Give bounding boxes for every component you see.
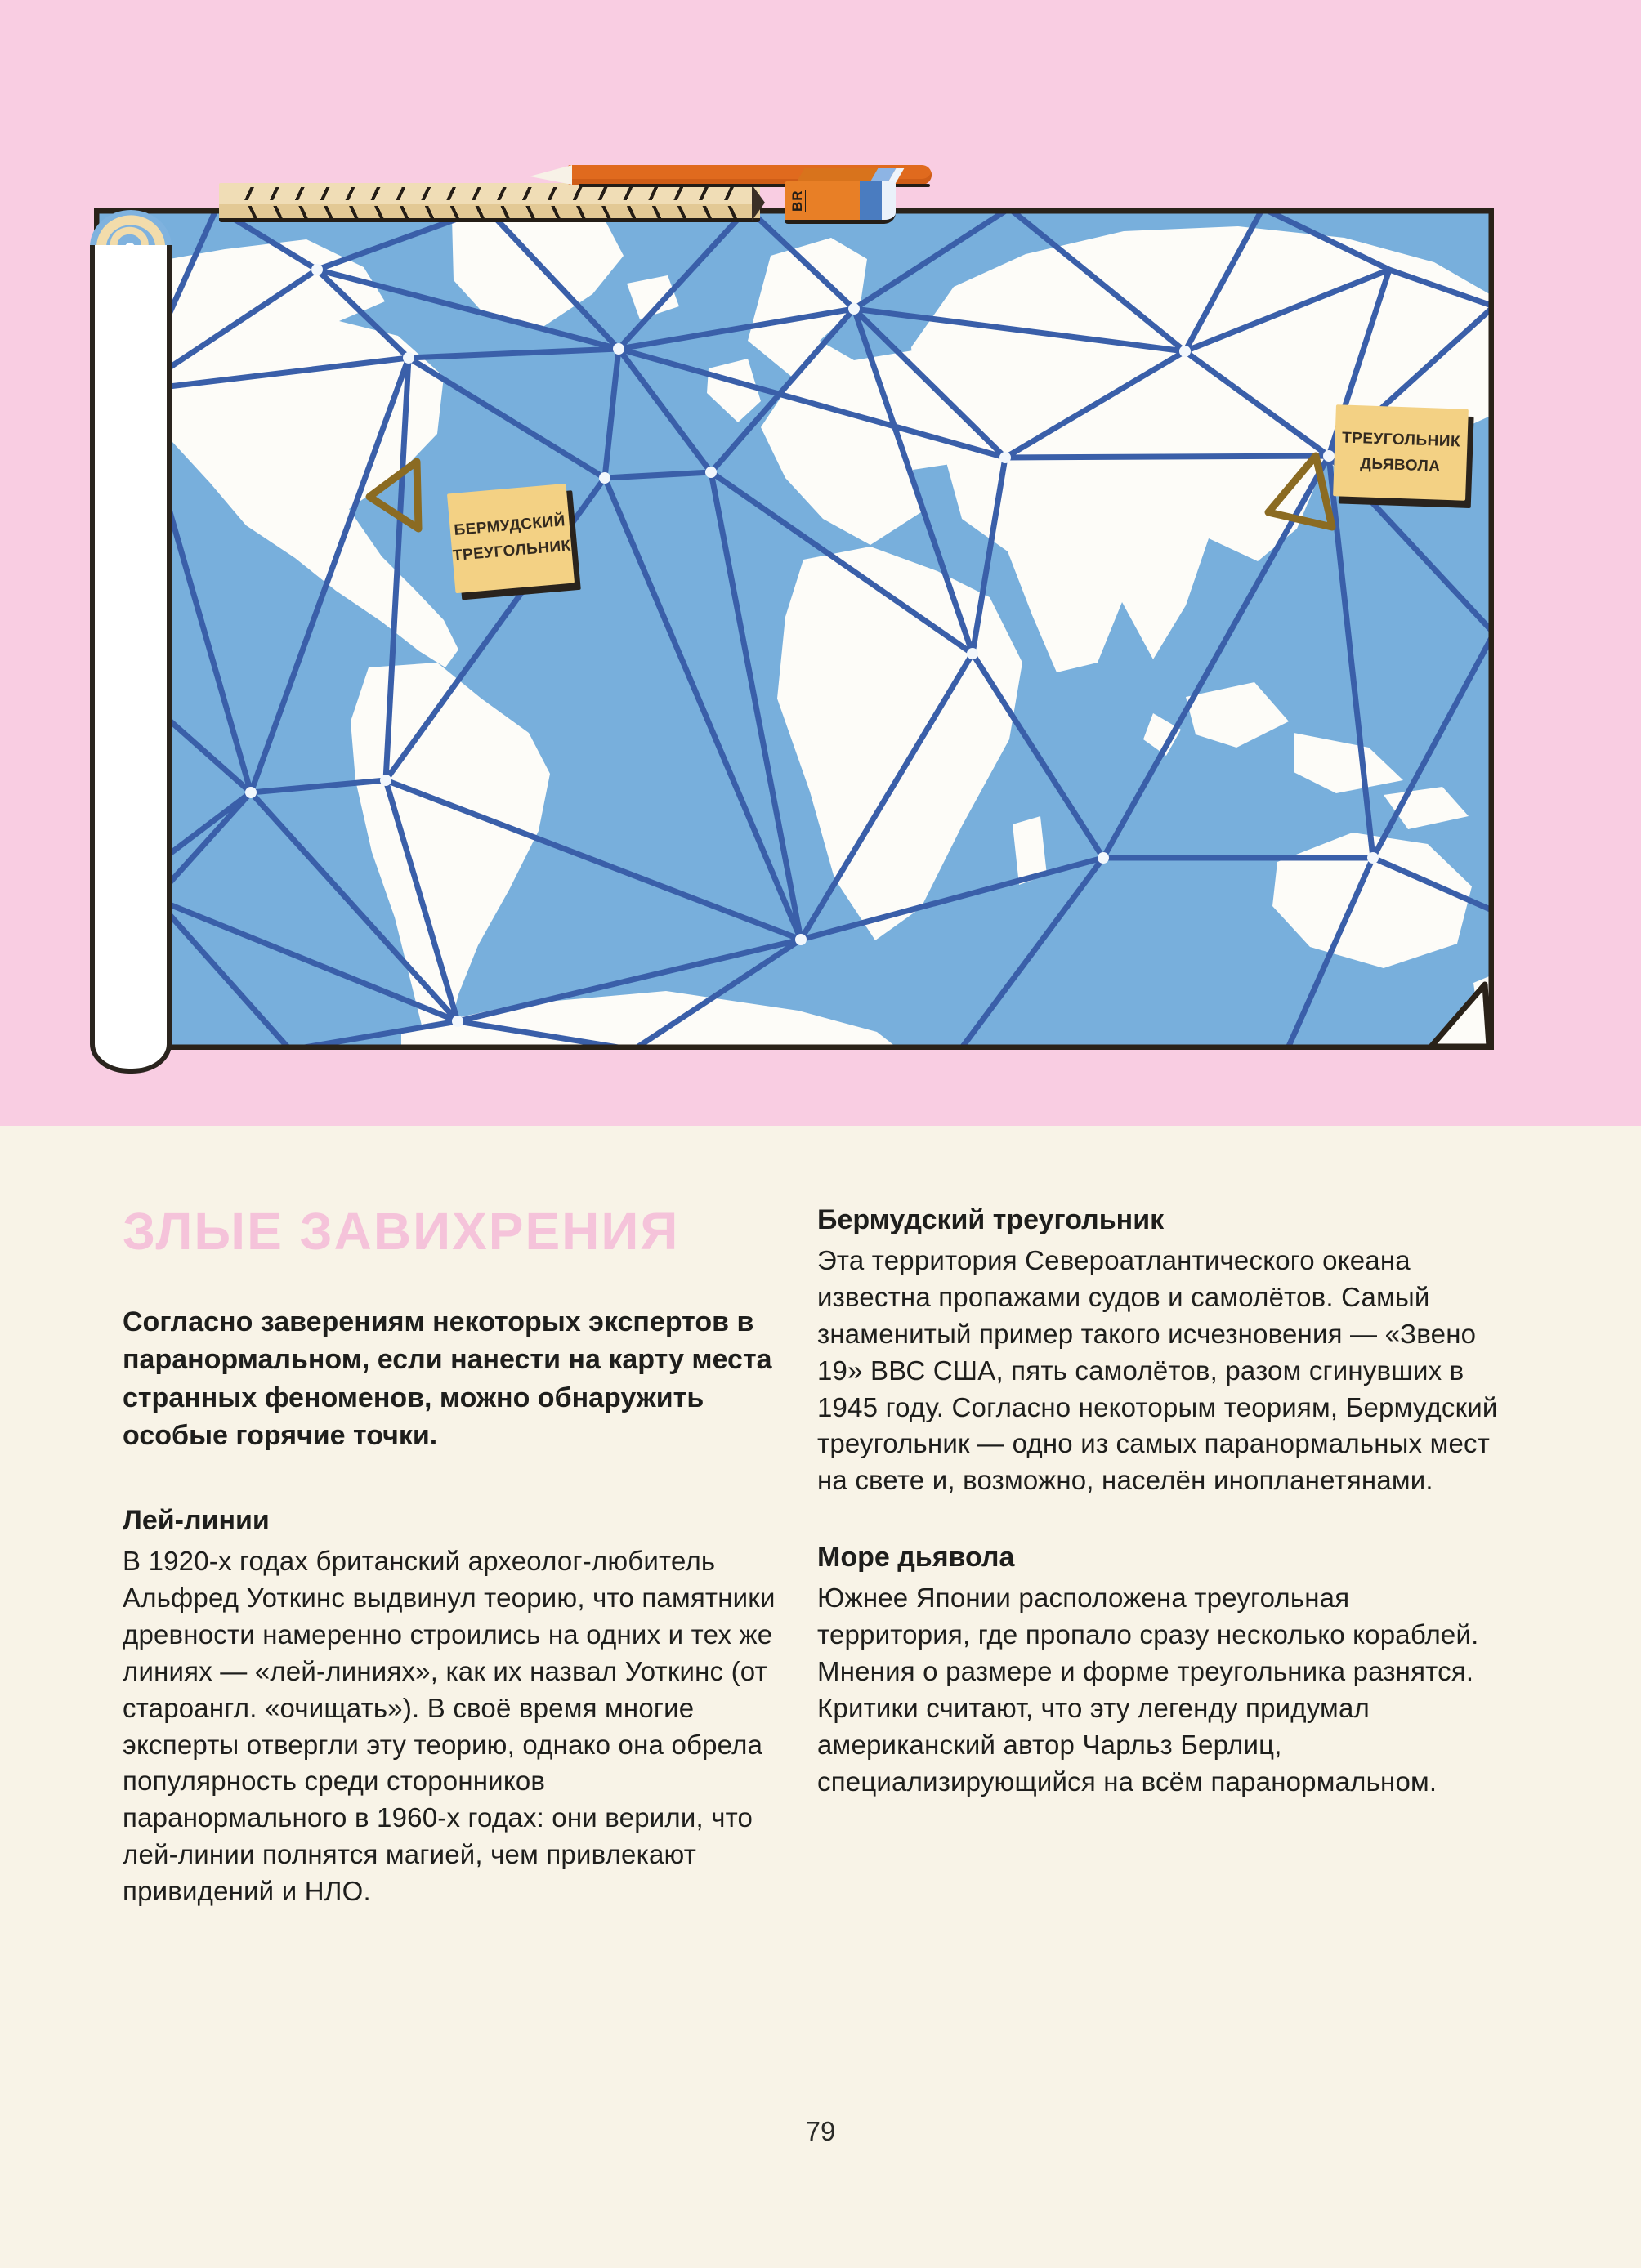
intro-paragraph: Согласно заверениям некоторых экспертов в паранормальном, если нанести на карту места странных феноменов, можно обнаружить особые горячие точки. xyxy=(123,1306,772,1451)
section-body-devil: Южнее Японии расположена треугольная территория, где пропало сразу несколько кораблей. Мнения о размере и форме треугольника разнятся. Критики считают, что эту легенду придумал американский автор Чарльз Берлиц, специализирующийся на всём паранормальном. xyxy=(817,1583,1479,1797)
hero-board xyxy=(0,0,1641,1126)
article-content xyxy=(0,1126,1641,1910)
pencil-tip xyxy=(530,165,572,185)
section-heading-ley: Лей-линии xyxy=(123,1505,270,1537)
ruler xyxy=(219,183,760,222)
scroll-roll-tube xyxy=(90,245,172,1074)
ruler-ticks-top xyxy=(229,187,739,200)
left-column xyxy=(123,1204,776,1910)
eraser-label: BR xyxy=(789,190,805,212)
world-map xyxy=(94,208,1494,1050)
section-heading-bermuda: Бермудский треугольник xyxy=(817,1204,1165,1235)
eraser xyxy=(785,168,896,224)
right-column xyxy=(817,1204,1510,1800)
scroll-roll xyxy=(90,209,172,1074)
page-number: 79 xyxy=(805,2116,836,2146)
page-title: ЗЛЫЕ ЗАВИХРЕНИЯ xyxy=(123,1202,680,1261)
section-body-ley: В 1920-х годах британский археолог-любитель Альфред Уоткинс выдвинул теорию, что памятники древности намеренно строились на одних и тех же линиях — «лей-линиях», как их назвал Уоткинс (от староангл. «очищать»). В своё время многие эксперты отвергли эту теорию, однако она обрела популярность среди сторонников паранормального в 1960-х годах: они верили, что лей-линии полнятся магией, чем привлекают привидений и НЛО. xyxy=(123,1546,776,1906)
sticky-note-devil: ТРЕУГОЛЬНИК ДЬЯВОЛА xyxy=(1333,404,1469,501)
sticky-note-bermuda: БЕРМУДСКИЙ ТРЕУГОЛЬНИК xyxy=(447,484,575,593)
ruler-ticks-front xyxy=(232,206,752,218)
section-heading-devil: Море дьявола xyxy=(817,1542,1015,1574)
world-map-illustration xyxy=(94,208,1494,1050)
section-body-bermuda: Эта территория Североатлантического океана известна пропажами судов и самолётов. Самый знаменитый пример такого исчезновения — «Звено 19» ВВС США, пять самолётов, разом сгинувших в 1945 году. Согласно некоторым теориям, Бермудский треугольник — одно из самых паранормальных мест на свете и, возможно, населён инопланетянами. xyxy=(817,1245,1498,1496)
